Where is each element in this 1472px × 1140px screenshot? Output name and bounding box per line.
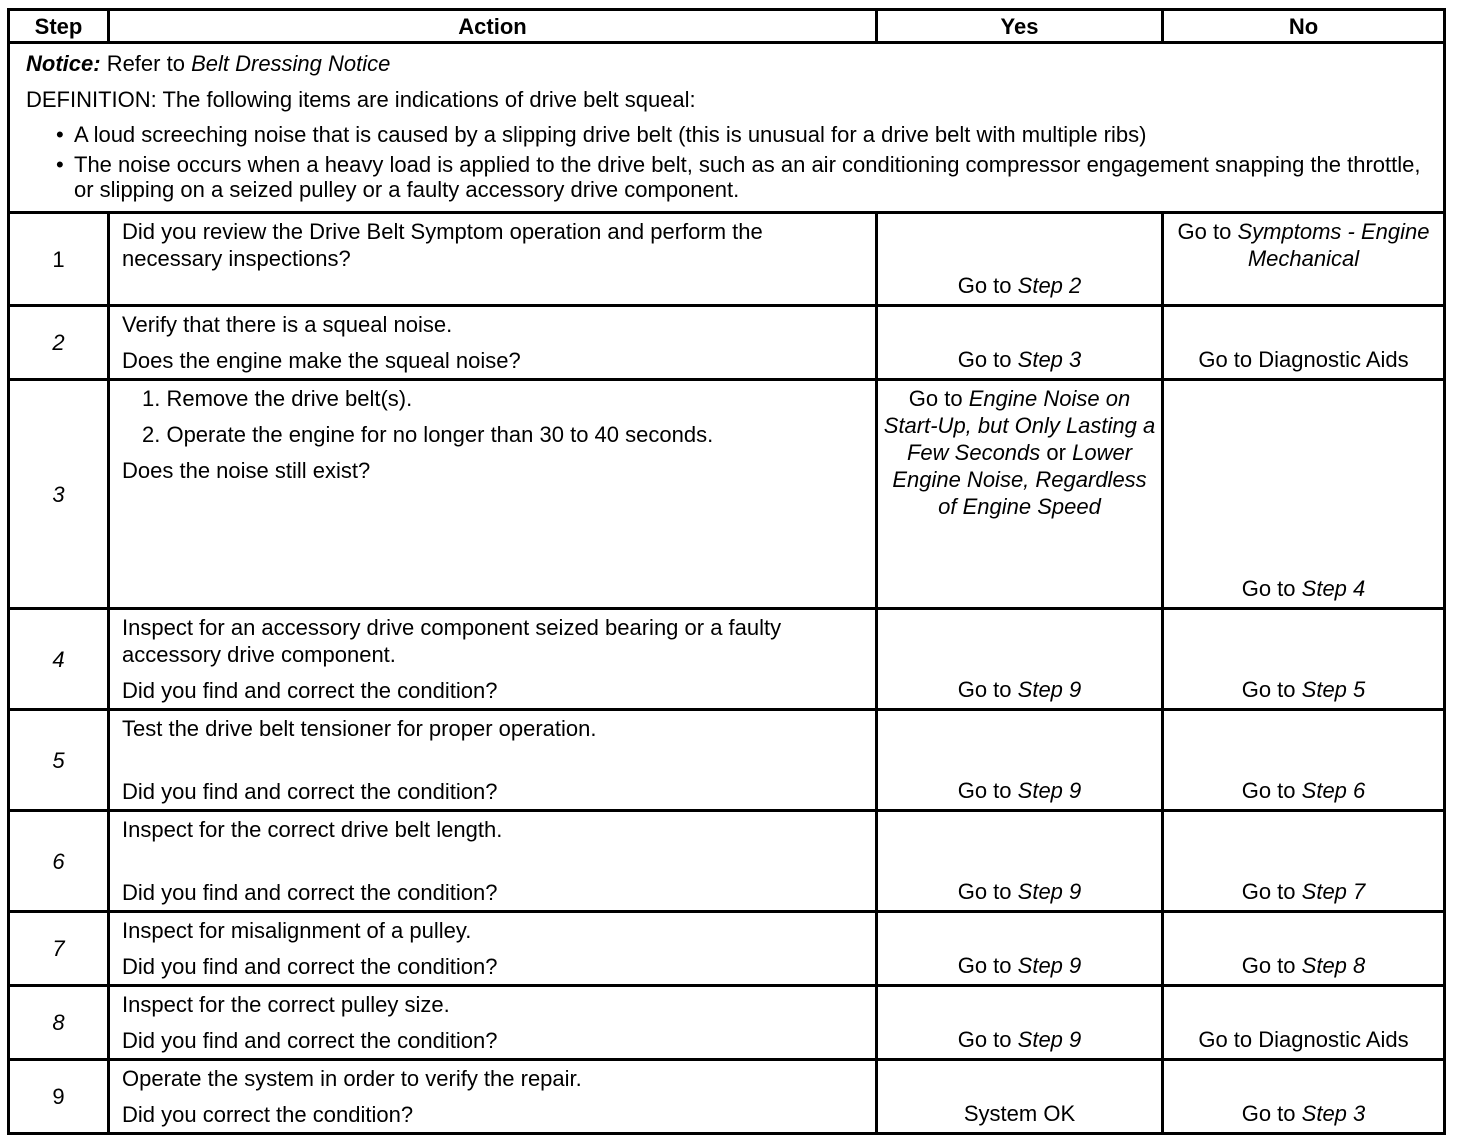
- action-text: Inspect for the correct drive belt length.: [122, 817, 503, 842]
- step-action: [109, 306, 877, 380]
- no-prefix: Go to: [1241, 1101, 1296, 1126]
- yes-result: [877, 213, 1163, 306]
- yes-prefix: Go to: [908, 386, 963, 411]
- no-result: Go to Diagnostic Aids: [1163, 306, 1445, 380]
- step-action: [109, 609, 877, 710]
- yes-prefix: Go to: [957, 347, 1012, 372]
- action-text: Inspect for an accessory drive component seized bearing or a faulty accessory drive component.: [122, 615, 782, 667]
- step-number: 3: [9, 380, 109, 609]
- notice-cell: [9, 43, 1445, 213]
- no-result: [1163, 811, 1445, 912]
- action-text: Operate the system in order to verify the repair.: [122, 1066, 582, 1091]
- yes-prefix: Go to: [957, 677, 1012, 702]
- yes-prefix: Go to: [957, 1027, 1012, 1052]
- no-reference: Step 6: [1301, 778, 1366, 803]
- no-reference: Step 3: [1301, 1101, 1366, 1126]
- yes-reference: Step 9: [1017, 953, 1082, 978]
- header-no: No: [1163, 10, 1445, 43]
- header-yes: Yes: [877, 10, 1163, 43]
- yes-reference: Step 9: [1017, 879, 1082, 904]
- header-row: [9, 10, 1445, 43]
- yes-prefix: Go to: [957, 778, 1012, 803]
- action-text: Did you review the Drive Belt Symptom operation and perform the necessary inspections?: [122, 219, 763, 271]
- action-question: Did you find and correct the condition?: [122, 880, 498, 905]
- action-text: Verify that there is a squeal noise.: [122, 312, 453, 337]
- step-row-7: [9, 912, 1445, 986]
- step-row-4: [9, 609, 1445, 710]
- step-row-2: [9, 306, 1445, 380]
- notice-row: [9, 43, 1445, 213]
- notice-reference: Belt Dressing Notice: [191, 51, 391, 76]
- yes-reference: Step 3: [1017, 347, 1082, 372]
- step-row-3: [9, 380, 1445, 609]
- step-number: 9: [9, 1060, 109, 1134]
- definition-text: DEFINITION: The following items are indications of drive belt squeal:: [26, 87, 696, 112]
- notice-text: Refer to: [106, 51, 185, 76]
- action-question: Does the engine make the squeal noise?: [122, 348, 521, 373]
- step-row-5: [9, 710, 1445, 811]
- yes-result: [877, 710, 1163, 811]
- step-action: [109, 213, 877, 306]
- no-result: [1163, 1060, 1445, 1134]
- step-action: [109, 986, 877, 1060]
- no-reference: Step 4: [1301, 576, 1366, 601]
- yes-reference: Step 9: [1017, 677, 1082, 702]
- no-result: [1163, 912, 1445, 986]
- definition-item: • The noise occurs when a heavy load is applied to the drive belt, such as an air conditioning compressor engagement snapping the throttle, or slipping on a seized pulley or a faulty accessory drive component.: [56, 152, 1433, 202]
- no-reference: Symptoms - Engine Mechanical: [1237, 219, 1430, 271]
- no-prefix: Go to: [1241, 953, 1296, 978]
- step-row-1: [9, 213, 1445, 306]
- action-text: Test the drive belt tensioner for proper operation.: [122, 716, 597, 741]
- yes-result: [877, 986, 1163, 1060]
- no-prefix: Go to: [1241, 778, 1296, 803]
- step-row-8: [9, 986, 1445, 1060]
- yes-prefix: Go to: [957, 879, 1012, 904]
- action-question: Did you find and correct the condition?: [122, 954, 498, 979]
- no-reference: Step 8: [1301, 953, 1366, 978]
- no-reference: Step 7: [1301, 879, 1366, 904]
- action-question: Did you find and correct the condition?: [122, 779, 498, 804]
- step-number: 8: [9, 986, 109, 1060]
- step-action: [109, 1060, 877, 1134]
- diagnostic-table: [7, 8, 1446, 1135]
- step-number: 6: [9, 811, 109, 912]
- yes-reference: Step 9: [1017, 1027, 1082, 1052]
- no-prefix: Go to: [1241, 677, 1296, 702]
- yes-prefix: Go to: [957, 953, 1012, 978]
- definition-list: [26, 122, 1433, 202]
- no-result: [1163, 213, 1445, 306]
- no-result: [1163, 710, 1445, 811]
- step-number: 5: [9, 710, 109, 811]
- no-prefix: Go to: [1241, 576, 1296, 601]
- step-number: 1: [9, 213, 109, 306]
- yes-reference: Step 9: [1017, 778, 1082, 803]
- yes-result: System OK: [877, 1060, 1163, 1134]
- action-question: Did you find and correct the condition?: [122, 1028, 498, 1053]
- no-result: Go to Diagnostic Aids: [1163, 986, 1445, 1060]
- yes-or: or: [1046, 440, 1066, 465]
- action-question: Does the noise still exist?: [122, 458, 371, 483]
- header-action: Action: [109, 10, 877, 43]
- step-action: [109, 912, 877, 986]
- yes-result: [877, 609, 1163, 710]
- substep-list: [122, 385, 865, 448]
- yes-prefix: Go to: [957, 273, 1012, 298]
- substep-item: 1. Remove the drive belt(s).: [142, 386, 413, 411]
- step-row-6: [9, 811, 1445, 912]
- step-number: 7: [9, 912, 109, 986]
- notice-line: [26, 50, 1433, 77]
- action-question: Did you correct the condition?: [122, 1102, 414, 1127]
- yes-reference: Step 2: [1017, 273, 1082, 298]
- definition-item: • A loud screeching noise that is caused by a slipping drive belt (this is unusual for a drive belt with multiple ribs): [56, 122, 1433, 147]
- yes-result: [877, 306, 1163, 380]
- step-action: [109, 811, 877, 912]
- notice-label: Notice:: [26, 51, 101, 76]
- substep-item: 2. Operate the engine for no longer than 30 to 40 seconds.: [142, 422, 714, 447]
- yes-result: [877, 380, 1163, 609]
- action-text: Inspect for misalignment of a pulley.: [122, 918, 472, 943]
- no-result: [1163, 609, 1445, 710]
- step-number: 2: [9, 306, 109, 380]
- no-prefix: Go to: [1241, 879, 1296, 904]
- no-prefix: Go to: [1177, 219, 1232, 244]
- step-action: [109, 380, 877, 609]
- yes-result: [877, 811, 1163, 912]
- yes-reference: Lower Engine Noise, Regardless of Engine Speed: [892, 440, 1147, 519]
- action-question: Did you find and correct the condition?: [122, 678, 498, 703]
- step-number: 4: [9, 609, 109, 710]
- no-result: [1163, 380, 1445, 609]
- no-reference: Step 5: [1301, 677, 1366, 702]
- action-text: Inspect for the correct pulley size.: [122, 992, 450, 1017]
- header-step: Step: [9, 10, 109, 43]
- yes-result: [877, 912, 1163, 986]
- step-action: [109, 710, 877, 811]
- yes-reference: Engine Noise on Start-Up, but Only Lasting a Few Seconds: [883, 386, 1156, 465]
- step-row-9: [9, 1060, 1445, 1134]
